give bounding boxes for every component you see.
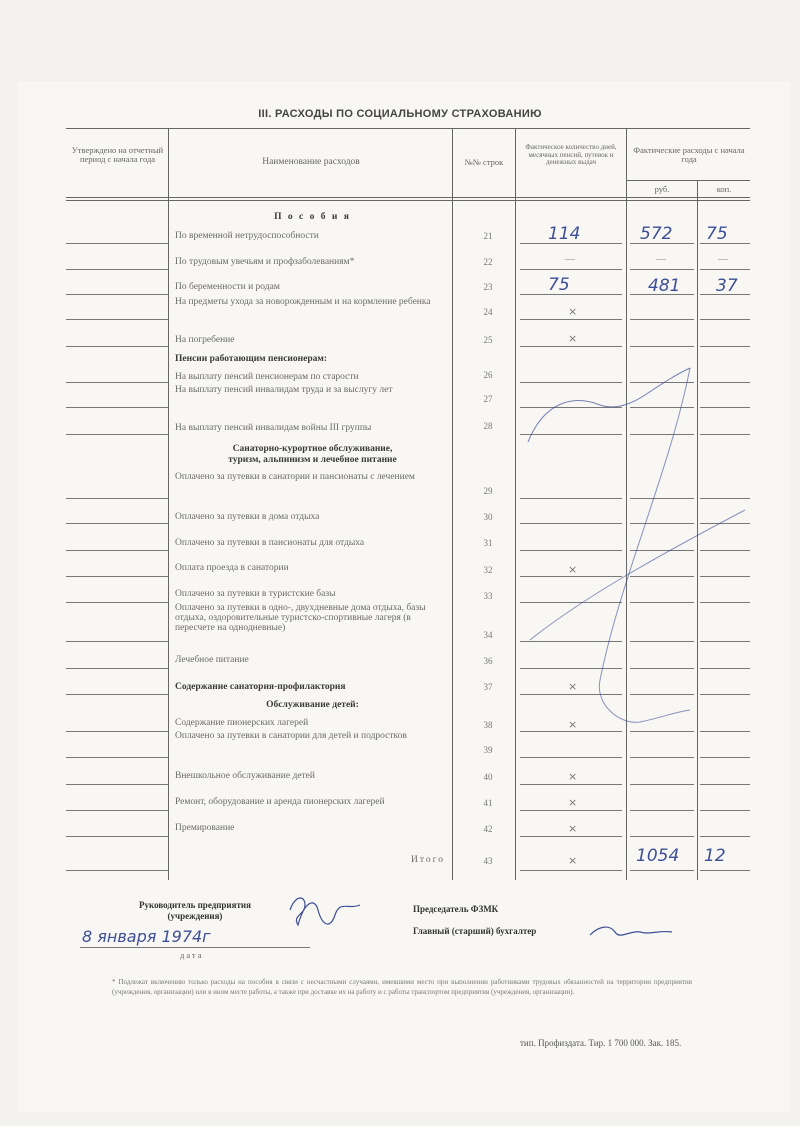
row-line-number: 34 [483, 630, 493, 640]
dash-mark: — [656, 254, 666, 265]
row-line-number: 42 [483, 824, 493, 834]
handwritten-rub: 572 [640, 224, 673, 244]
row-line-number: 21 [483, 231, 493, 241]
row-label: Оплачено за путевки в одно-, двухдневные дома отдыха, базы отдыха, оздоровительные туристско-спортивные лагеря (в пересчете на однодневные) [175, 603, 426, 633]
header-kop: коп. [716, 184, 732, 194]
cross-mark: × [568, 563, 578, 576]
printer-info: тип. Профиздата. Тир. 1 700 000. Зак. 185. [520, 1038, 682, 1048]
cross-mark: × [568, 822, 578, 835]
row-line-number: 36 [483, 656, 493, 666]
cross-mark: × [568, 680, 578, 693]
cross-mark: × [568, 854, 578, 867]
row-line-number: 26 [483, 370, 493, 380]
row-label: Ремонт, оборудование и аренда пионерских лагерей [175, 797, 385, 807]
row-label: По беременности и родам [175, 282, 280, 292]
head-label-2: (учреждения) [167, 911, 223, 921]
head-label-1: Руководитель предприятия [139, 900, 251, 910]
date-underline [80, 947, 310, 948]
strikethrough-stroke [599, 368, 690, 722]
row-label: На выплату пенсий пенсионерам по старости [175, 372, 359, 382]
cross-mark: × [568, 796, 578, 809]
cross-mark: × [568, 332, 578, 345]
chair-label: Председатель ФЗМК [413, 904, 499, 914]
row-line-number: 30 [483, 512, 493, 522]
total-label: Итого [410, 855, 445, 865]
row-label: На погребение [175, 335, 235, 345]
row-label: Премирование [175, 823, 235, 833]
row-label: Лечебное питание [175, 655, 249, 665]
handwritten-date: 8 января 1974г [82, 927, 211, 946]
row-line-number: 25 [483, 335, 493, 345]
row-label: По временной нетрудоспособности [175, 231, 319, 241]
row-line-number: 27 [483, 394, 493, 404]
row-label: На выплату пенсий инвалидам труда и за выслугу лет [175, 385, 393, 395]
row-line-number: 29 [483, 486, 493, 496]
header-actual-qty: Фактическое количество дней, месячных пенсий, путевок и денежных выдач [525, 143, 617, 166]
row-line-number: 28 [483, 421, 493, 431]
signature-head [290, 898, 360, 925]
row-line-number: 24 [483, 307, 493, 317]
row-label: Оплачено за путевки в пансионаты для отдыха [175, 538, 365, 548]
handwritten-kop: 75 [706, 224, 728, 244]
footnote: * Подлежат включению только расходы на пособия в связи с несчастными случаями, имевшими место при выполнении работниками трудовых обязанностей на территории предприятия (учреждения, организации) или в ином месте работы, а также при доставке их на работу и с работы транспортом предприятия (учреждения, организации). [112, 978, 692, 996]
dash-mark: — [565, 254, 575, 265]
handwritten-qty: 114 [548, 224, 581, 244]
row-label: Оплачено за путевки в дома отдыха [175, 512, 320, 522]
header-approved: Утверждено на отчетный период с начала года [71, 145, 164, 164]
row-line-number: 37 [483, 682, 493, 692]
row-label: Оплачено за путевки в санатории для детей и подростков [175, 731, 407, 741]
handwritten-total-kop: 12 [704, 846, 726, 866]
row-line-number: 32 [483, 565, 493, 575]
header-name: Наименование расходов [262, 157, 360, 167]
row-line-number: 38 [483, 720, 493, 730]
handwritten-total-rub: 1054 [636, 846, 680, 866]
section-sanatorium-line1: Санаторно-курортное обслуживание, [232, 444, 393, 454]
strikethrough-stroke [530, 510, 745, 640]
row-label: По трудовым увечьям и профзаболеваниям* [175, 257, 355, 267]
row-label: Оплата проезда в санатории [175, 563, 289, 573]
handwritten-rub: 481 [648, 276, 681, 296]
row-label: На предметы ухода за новорожденным и на кормление ребенка [175, 297, 431, 307]
row-line-number: 23 [483, 282, 493, 292]
row-line-number: 39 [483, 745, 493, 755]
row-line-number: 41 [483, 798, 493, 808]
row-line-number: 31 [483, 538, 493, 548]
section-benefits: П о с о б и я [274, 212, 351, 222]
cross-mark: × [568, 770, 578, 783]
section-pensions: Пенсии работающим пенсионерам: [175, 354, 327, 364]
handwritten-qty: 75 [548, 275, 570, 295]
accountant-label: Главный (старший) бухгалтер [413, 926, 537, 936]
header-actual-costs: Фактические расходы с начала года [633, 145, 745, 164]
row-line-number: 22 [483, 257, 493, 267]
row-label: Оплачено за путевки в туристские базы [175, 589, 336, 599]
row-label: Оплачено за путевки в санатории и пансионаты с лечением [175, 472, 415, 482]
strikethrough-stroke [528, 368, 690, 442]
cross-mark: × [568, 718, 578, 731]
total-line-number: 43 [483, 856, 493, 866]
row-line-number: 33 [483, 591, 493, 601]
row-line-number: 40 [483, 772, 493, 782]
signature-accountant [590, 927, 672, 935]
row-label: На выплату пенсий инвалидам войны III группы [175, 423, 372, 433]
row-label: Содержание пионерских лагерей [175, 718, 309, 728]
page-title: III. РАСХОДЫ ПО СОЦИАЛЬНОМУ СТРАХОВАНИЮ [258, 108, 542, 120]
header-rub: руб. [654, 184, 670, 194]
cross-mark: × [568, 305, 578, 318]
date-caption: дата [180, 950, 204, 960]
row-label: Внешкольное обслуживание детей [175, 771, 315, 781]
section-children: Обслуживание детей: [266, 700, 359, 710]
row-label: Содержание санатория-профилактория [175, 682, 346, 692]
header-line-no: №№ строк [464, 157, 504, 167]
dash-mark: — [718, 254, 728, 265]
section-sanatorium-line2: туризм, альпинизм и лечебное питание [228, 455, 397, 465]
handwritten-kop: 37 [716, 276, 738, 296]
